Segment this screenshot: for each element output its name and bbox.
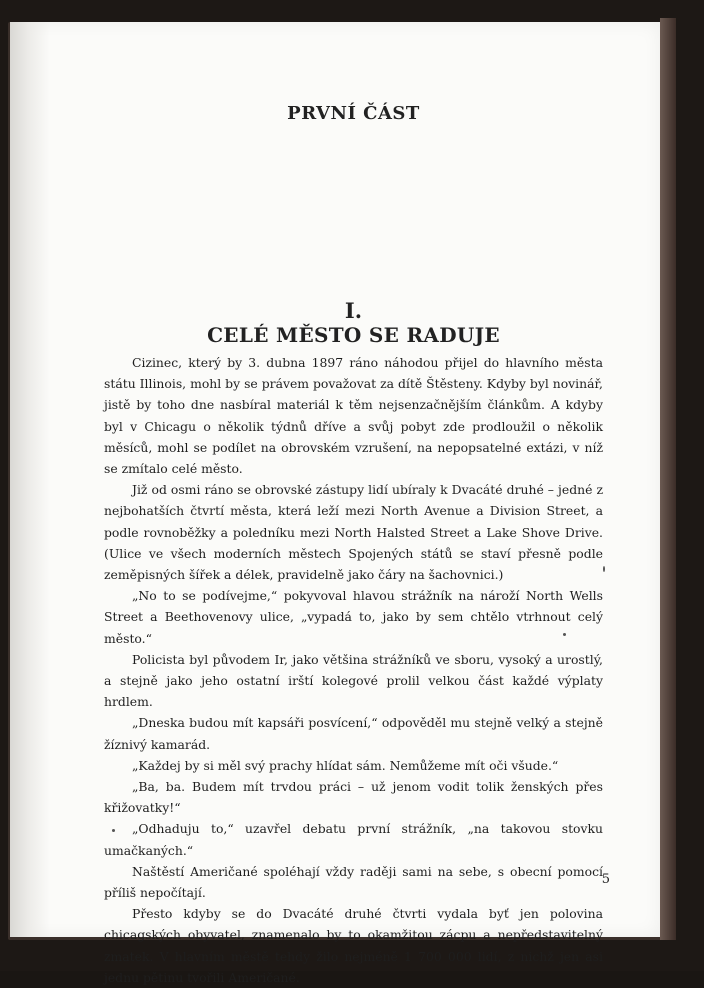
book-cover-edge xyxy=(660,18,676,940)
paragraph: „Ba, ba. Budem mít trvdou práci – už jenom vodit tolik ženských přes křižovatky!“ xyxy=(104,779,603,816)
paper-speck xyxy=(563,633,566,636)
paragraph: Přesto kdyby se do Dvacáté druhé čtvrti vydala byť jen polovina chicagských obyvatel, znamenalo by to okamžitou zácpu a nepředstavitelný zmatek. V hlavním městě tehdy žilo nejméně 1 700 000 lidí, z nichž jen asi jednu pětinu tvořili Američané. xyxy=(104,906,603,985)
body-text xyxy=(104,352,603,988)
chapter-number: I. xyxy=(344,298,363,323)
page-number: 5 xyxy=(601,872,610,887)
binding-gutter xyxy=(10,22,50,937)
paragraph: Naštěstí Američané spoléhají vždy raději sami na sebe, s obecní pomocí příliš nepočítají. xyxy=(104,863,603,901)
paragraph: „Každej by si měl svý prachy hlídat sám. Nemůžeme mít oči všude.“ xyxy=(132,757,559,773)
paragraph: Cizinec, který by 3. dubna 1897 ráno náhodou přijel do hlavního města státu Illinois, mohl by se právem považovat za dítě Štěsteny. Kdyby byl novinář, jistě by toho dne nasbíral materiál k těm nejsenzačnějším článkům. A kdyby byl v Chicagu o několik týdnů dříve a svůj pobyt zde prodloužil o několik měsíců, mohl se podílet na obrovském vzrušení, na nepopsatelné extázi, v níž se zmítalo celé město. xyxy=(104,355,603,477)
paper-speck xyxy=(603,566,605,572)
paragraph: Policista byl původem Ir, jako většina strážníků ve sboru, vysoký a urostlý, a stejně jako jeho ostatní irští kolegové prolil velkou část každé výplaty hrdlem. xyxy=(104,651,603,710)
paragraph: Již od osmi ráno se obrovské zástupy lidí ubíraly k Dvacáté druhé – jedné z nejbohatších čtvrtí města, která leží mezi North Avenue a Division Street, a podle rovnoběžky a poledníku mezi North Halsted Street a Lake Shove Drive. (Ulice ve všech moderních městech Spojených států se staví přesně podle zeměpisných šířek a délek, pravidelně jako čáry na šachovnici.) xyxy=(104,482,603,583)
paragraph: „No to se podívejme,“ pokyvoval hlavou strážník na nároží North Wells Street a Beethovenovy ulice, „vypadá to, jako by sem chtělo vtrhnout celý město.“ xyxy=(104,588,603,646)
paragraph: „Dneska budou mít kapsáři posvícení,“ odpověděl mu stejně velký a stejně žíznivý kamarád. xyxy=(104,715,603,752)
part-heading: PRVNÍ ČÁST xyxy=(287,103,420,124)
paper-speck xyxy=(112,829,115,832)
chapter-title: CELÉ MĚSTO SE RADUJE xyxy=(207,323,500,347)
paragraph: „Odhaduju to,“ uzavřel debatu první strážník, „na takovou stovku umačkaných.“ xyxy=(104,821,603,858)
